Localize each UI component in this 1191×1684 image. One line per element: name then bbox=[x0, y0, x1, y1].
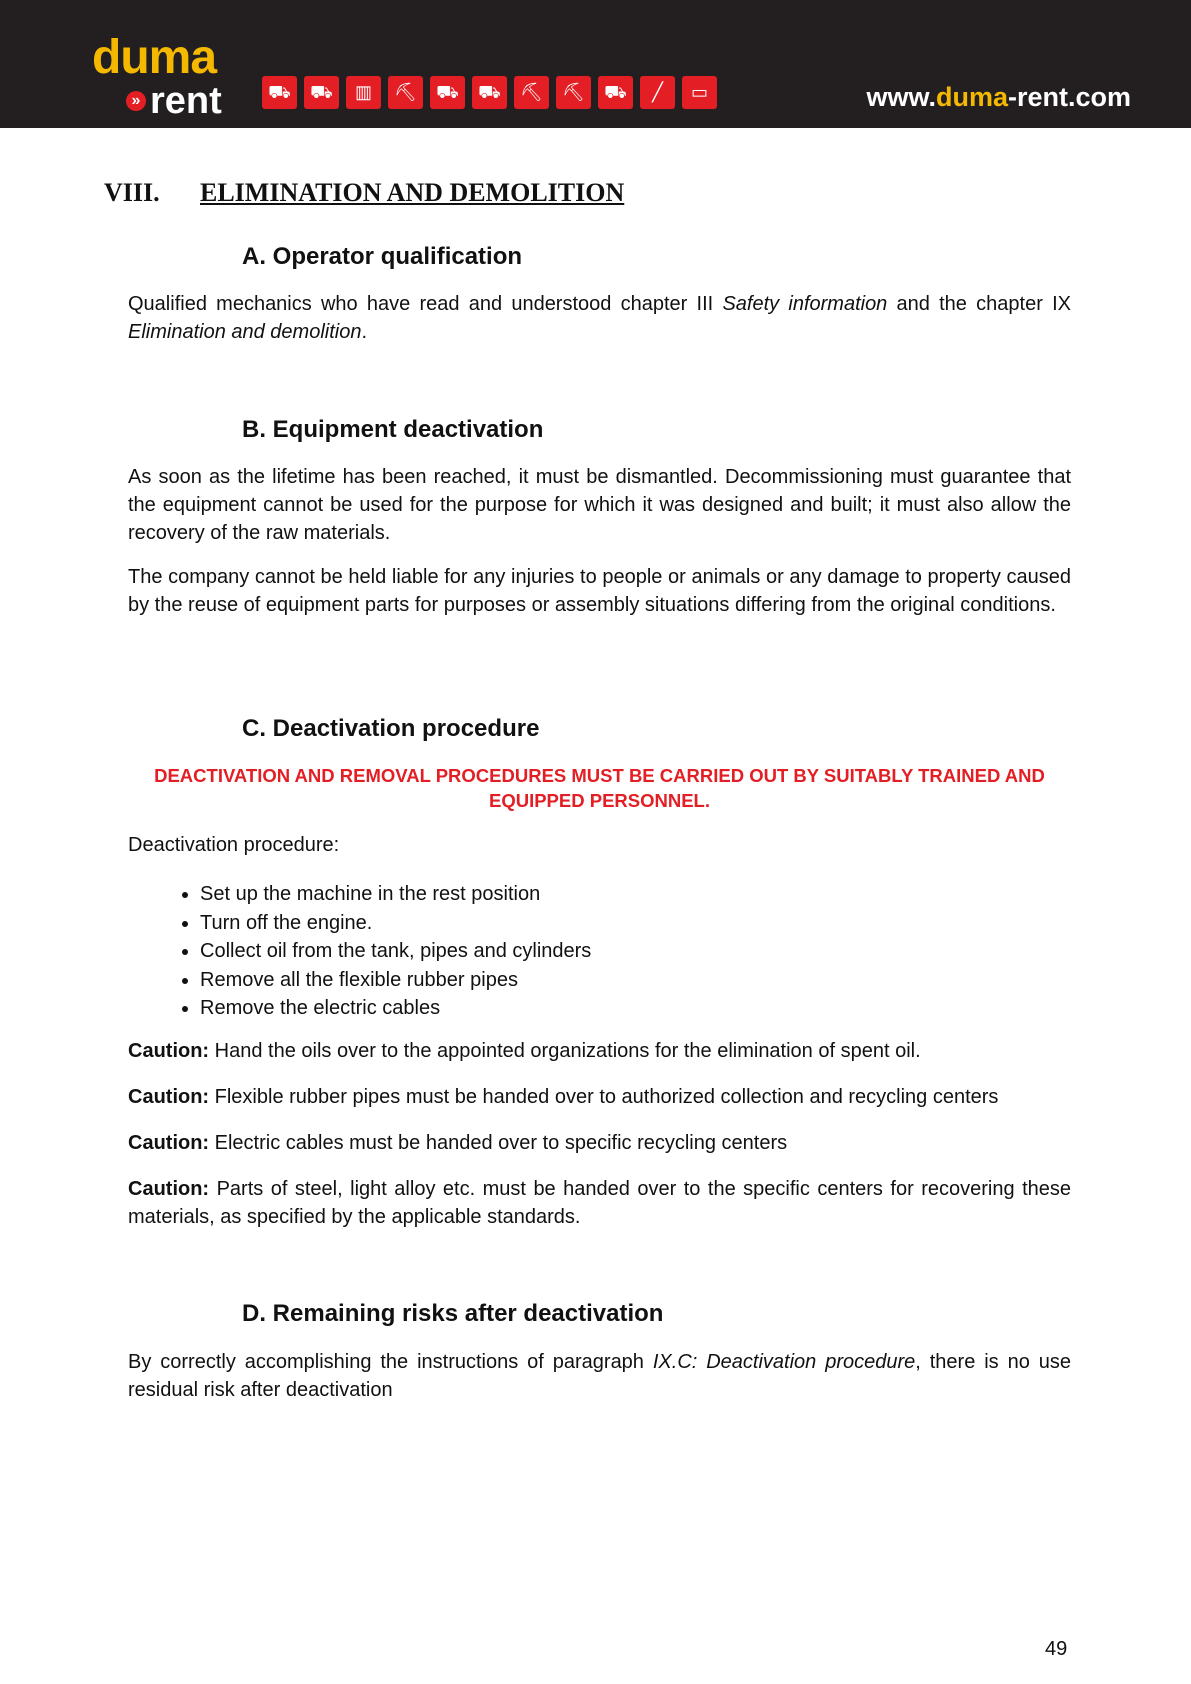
chevron-icon: » bbox=[126, 91, 146, 111]
trailer-icon: ▭ bbox=[682, 76, 717, 109]
mini-excavator-icon: ⛏ bbox=[388, 76, 423, 109]
wheel-loader-icon: ⛟ bbox=[430, 76, 465, 109]
caution-note: Caution: Electric cables must be handed over to specific recycling centers bbox=[128, 1132, 788, 1154]
procedure-steps bbox=[128, 880, 591, 1023]
list-item: • Remove all the flexible rubber pipes bbox=[200, 966, 591, 995]
page-number: 49 bbox=[1045, 1638, 1068, 1660]
boom-lift-icon: ╱ bbox=[640, 76, 675, 109]
list-item: • Collect oil from the tank, pipes and cylinders bbox=[200, 937, 591, 966]
caution-note: Caution: Hand the oils over to the appointed organizations for the elimination of spent oil. bbox=[128, 1040, 921, 1062]
caution-note: Caution: Flexible rubber pipes must be handed over to authorized collection and recycling centers bbox=[128, 1086, 999, 1108]
paragraph: The company cannot be held liable for any injuries to people or animals or any damage to property caused by the reuse of equipment parts for purposes or assembly situations differing from the original conditions. bbox=[128, 566, 1071, 616]
telehandler-icon: ⛟ bbox=[598, 76, 633, 109]
operator-qualification-text: Qualified mechanics who have read and understood chapter III Safety information and the chapter IX Elimination and demolition. bbox=[128, 293, 1071, 343]
duma-rent-logo: duma » rent bbox=[92, 31, 222, 122]
heading-operator-qualification: A. Operator qualification bbox=[242, 243, 523, 270]
scissor-lift-icon: ▥ bbox=[346, 76, 381, 109]
heading-remaining-risks: D. Remaining risks after deactivation bbox=[242, 1300, 664, 1327]
crane-icon: ⛏ bbox=[514, 76, 549, 109]
equipment-icons bbox=[262, 76, 717, 109]
skid-steer-loader-icon: ⛟ bbox=[262, 76, 297, 109]
paragraph: As soon as the lifetime has been reached, it must be dismantled. Decommissioning must guarantee that the equipment cannot be used for the purpose for which it was designed and built; it must also allow the recovery of the raw materials. bbox=[128, 466, 1071, 544]
list-item: • Set up the machine in the rest position bbox=[200, 880, 591, 909]
list-item: • Turn off the engine. bbox=[200, 909, 591, 938]
website-url: www.duma-rent.com bbox=[866, 82, 1131, 112]
excavator-icon: ⛏ bbox=[556, 76, 591, 109]
caution-note: Caution: Parts of steel, light alloy etc. must be handed over to the specific centers for recovering these materials, as specified by the applicable standards. bbox=[128, 1178, 1071, 1228]
heading-equipment-deactivation: B. Equipment deactivation bbox=[242, 416, 544, 443]
dumper-icon: ⛟ bbox=[472, 76, 507, 109]
list-item: • Remove the electric cables bbox=[200, 994, 591, 1023]
remaining-risks-text: By correctly accomplishing the instructions of paragraph IX.C: Deactivation procedure, there is no use residual risk after deactivation bbox=[128, 1351, 1071, 1401]
page-header bbox=[0, 0, 1191, 128]
procedure-intro: Deactivation procedure: bbox=[128, 834, 340, 856]
warning-text: DEACTIVATION AND REMOVAL PROCEDURES MUST BE CARRIED OUT BY SUITABLY TRAINED AND EQUIPPED PERSONNEL. bbox=[154, 765, 1045, 811]
heading-deactivation-procedure: C. Deactivation procedure bbox=[242, 715, 540, 742]
forklift-icon: ⛟ bbox=[304, 76, 339, 109]
section-title: VIII. ELIMINATION AND DEMOLITION bbox=[104, 178, 625, 207]
